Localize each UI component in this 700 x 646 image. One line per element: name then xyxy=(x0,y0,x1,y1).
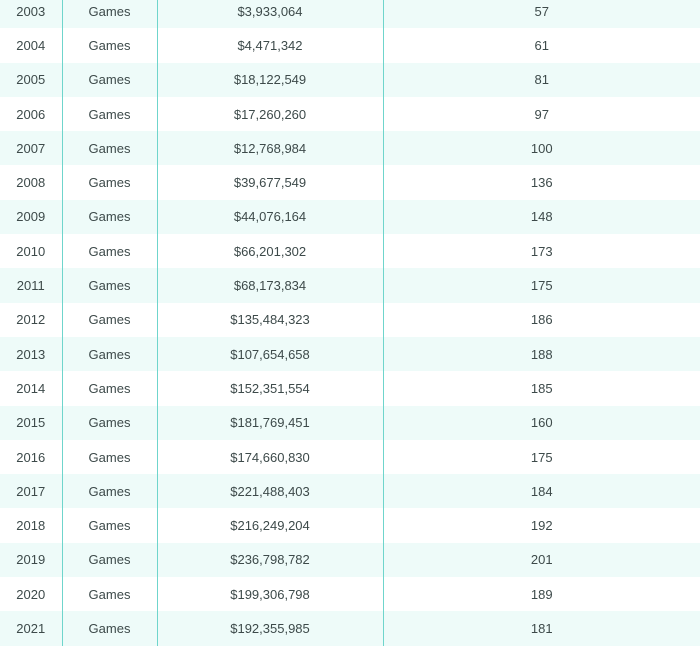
revenue-cell: $4,471,342 xyxy=(157,28,383,62)
year-cell: 2016 xyxy=(0,440,62,474)
count-cell: 184 xyxy=(383,474,700,508)
year-cell: 2004 xyxy=(0,28,62,62)
category-cell: Games xyxy=(62,268,157,302)
revenue-cell: $18,122,549 xyxy=(157,63,383,97)
count-cell: 148 xyxy=(383,200,700,234)
revenue-cell: $152,351,554 xyxy=(157,371,383,405)
count-cell: 175 xyxy=(383,268,700,302)
category-cell: Games xyxy=(62,406,157,440)
revenue-cell: $221,488,403 xyxy=(157,474,383,508)
year-cell: 2018 xyxy=(0,508,62,542)
table-row xyxy=(0,268,700,302)
year-cell: 2019 xyxy=(0,543,62,577)
count-cell: 97 xyxy=(383,97,700,131)
revenue-cell: $216,249,204 xyxy=(157,508,383,542)
year-cell: 2007 xyxy=(0,131,62,165)
category-cell: Games xyxy=(62,234,157,268)
table-row xyxy=(0,474,700,508)
category-cell: Games xyxy=(62,165,157,199)
table-row xyxy=(0,440,700,474)
category-cell: Games xyxy=(62,611,157,645)
year-cell: 2011 xyxy=(0,268,62,302)
revenue-cell: $39,677,549 xyxy=(157,165,383,199)
year-cell: 2014 xyxy=(0,371,62,405)
count-cell: 189 xyxy=(383,577,700,611)
year-cell: 2021 xyxy=(0,611,62,645)
count-cell: 57 xyxy=(383,0,700,28)
table-row xyxy=(0,406,700,440)
table-row xyxy=(0,371,700,405)
revenue-cell: $199,306,798 xyxy=(157,577,383,611)
table-row xyxy=(0,508,700,542)
count-cell: 186 xyxy=(383,303,700,337)
table-row xyxy=(0,543,700,577)
table-row xyxy=(0,165,700,199)
year-cell: 2013 xyxy=(0,337,62,371)
revenue-cell: $107,654,658 xyxy=(157,337,383,371)
category-cell: Games xyxy=(62,28,157,62)
table-row xyxy=(0,28,700,62)
year-cell: 2006 xyxy=(0,97,62,131)
revenue-cell: $135,484,323 xyxy=(157,303,383,337)
count-cell: 100 xyxy=(383,131,700,165)
category-cell: Games xyxy=(62,371,157,405)
revenue-cell: $3,933,064 xyxy=(157,0,383,28)
count-cell: 185 xyxy=(383,371,700,405)
count-cell: 201 xyxy=(383,543,700,577)
table-row xyxy=(0,131,700,165)
year-cell: 2017 xyxy=(0,474,62,508)
revenue-cell: $17,260,260 xyxy=(157,97,383,131)
category-cell: Games xyxy=(62,303,157,337)
revenue-cell: $68,173,834 xyxy=(157,268,383,302)
table-row xyxy=(0,234,700,268)
category-cell: Games xyxy=(62,474,157,508)
count-cell: 181 xyxy=(383,611,700,645)
category-cell: Games xyxy=(62,440,157,474)
year-cell: 2005 xyxy=(0,63,62,97)
category-cell: Games xyxy=(62,97,157,131)
year-cell: 2020 xyxy=(0,577,62,611)
year-cell: 2010 xyxy=(0,234,62,268)
category-cell: Games xyxy=(62,543,157,577)
year-cell: 2015 xyxy=(0,406,62,440)
category-cell: Games xyxy=(62,200,157,234)
revenue-cell: $12,768,984 xyxy=(157,131,383,165)
year-cell: 2008 xyxy=(0,165,62,199)
count-cell: 192 xyxy=(383,508,700,542)
category-cell: Games xyxy=(62,337,157,371)
table-row xyxy=(0,97,700,131)
table-row xyxy=(0,303,700,337)
count-cell: 160 xyxy=(383,406,700,440)
table-row xyxy=(0,63,700,97)
revenue-cell: $236,798,782 xyxy=(157,543,383,577)
category-cell: Games xyxy=(62,508,157,542)
category-cell: Games xyxy=(62,131,157,165)
count-cell: 61 xyxy=(383,28,700,62)
revenue-cell: $44,076,164 xyxy=(157,200,383,234)
table-row xyxy=(0,0,700,28)
count-cell: 173 xyxy=(383,234,700,268)
count-cell: 188 xyxy=(383,337,700,371)
year-cell: 2003 xyxy=(0,0,62,28)
revenue-cell: $174,660,830 xyxy=(157,440,383,474)
table-row xyxy=(0,200,700,234)
year-cell: 2009 xyxy=(0,200,62,234)
table-row xyxy=(0,611,700,645)
count-cell: 175 xyxy=(383,440,700,474)
category-cell: Games xyxy=(62,0,157,28)
category-cell: Games xyxy=(62,63,157,97)
revenue-cell: $192,355,985 xyxy=(157,611,383,645)
category-cell: Games xyxy=(62,577,157,611)
count-cell: 136 xyxy=(383,165,700,199)
year-cell: 2012 xyxy=(0,303,62,337)
revenue-cell: $181,769,451 xyxy=(157,406,383,440)
table-row xyxy=(0,577,700,611)
count-cell: 81 xyxy=(383,63,700,97)
table-row xyxy=(0,337,700,371)
revenue-cell: $66,201,302 xyxy=(157,234,383,268)
